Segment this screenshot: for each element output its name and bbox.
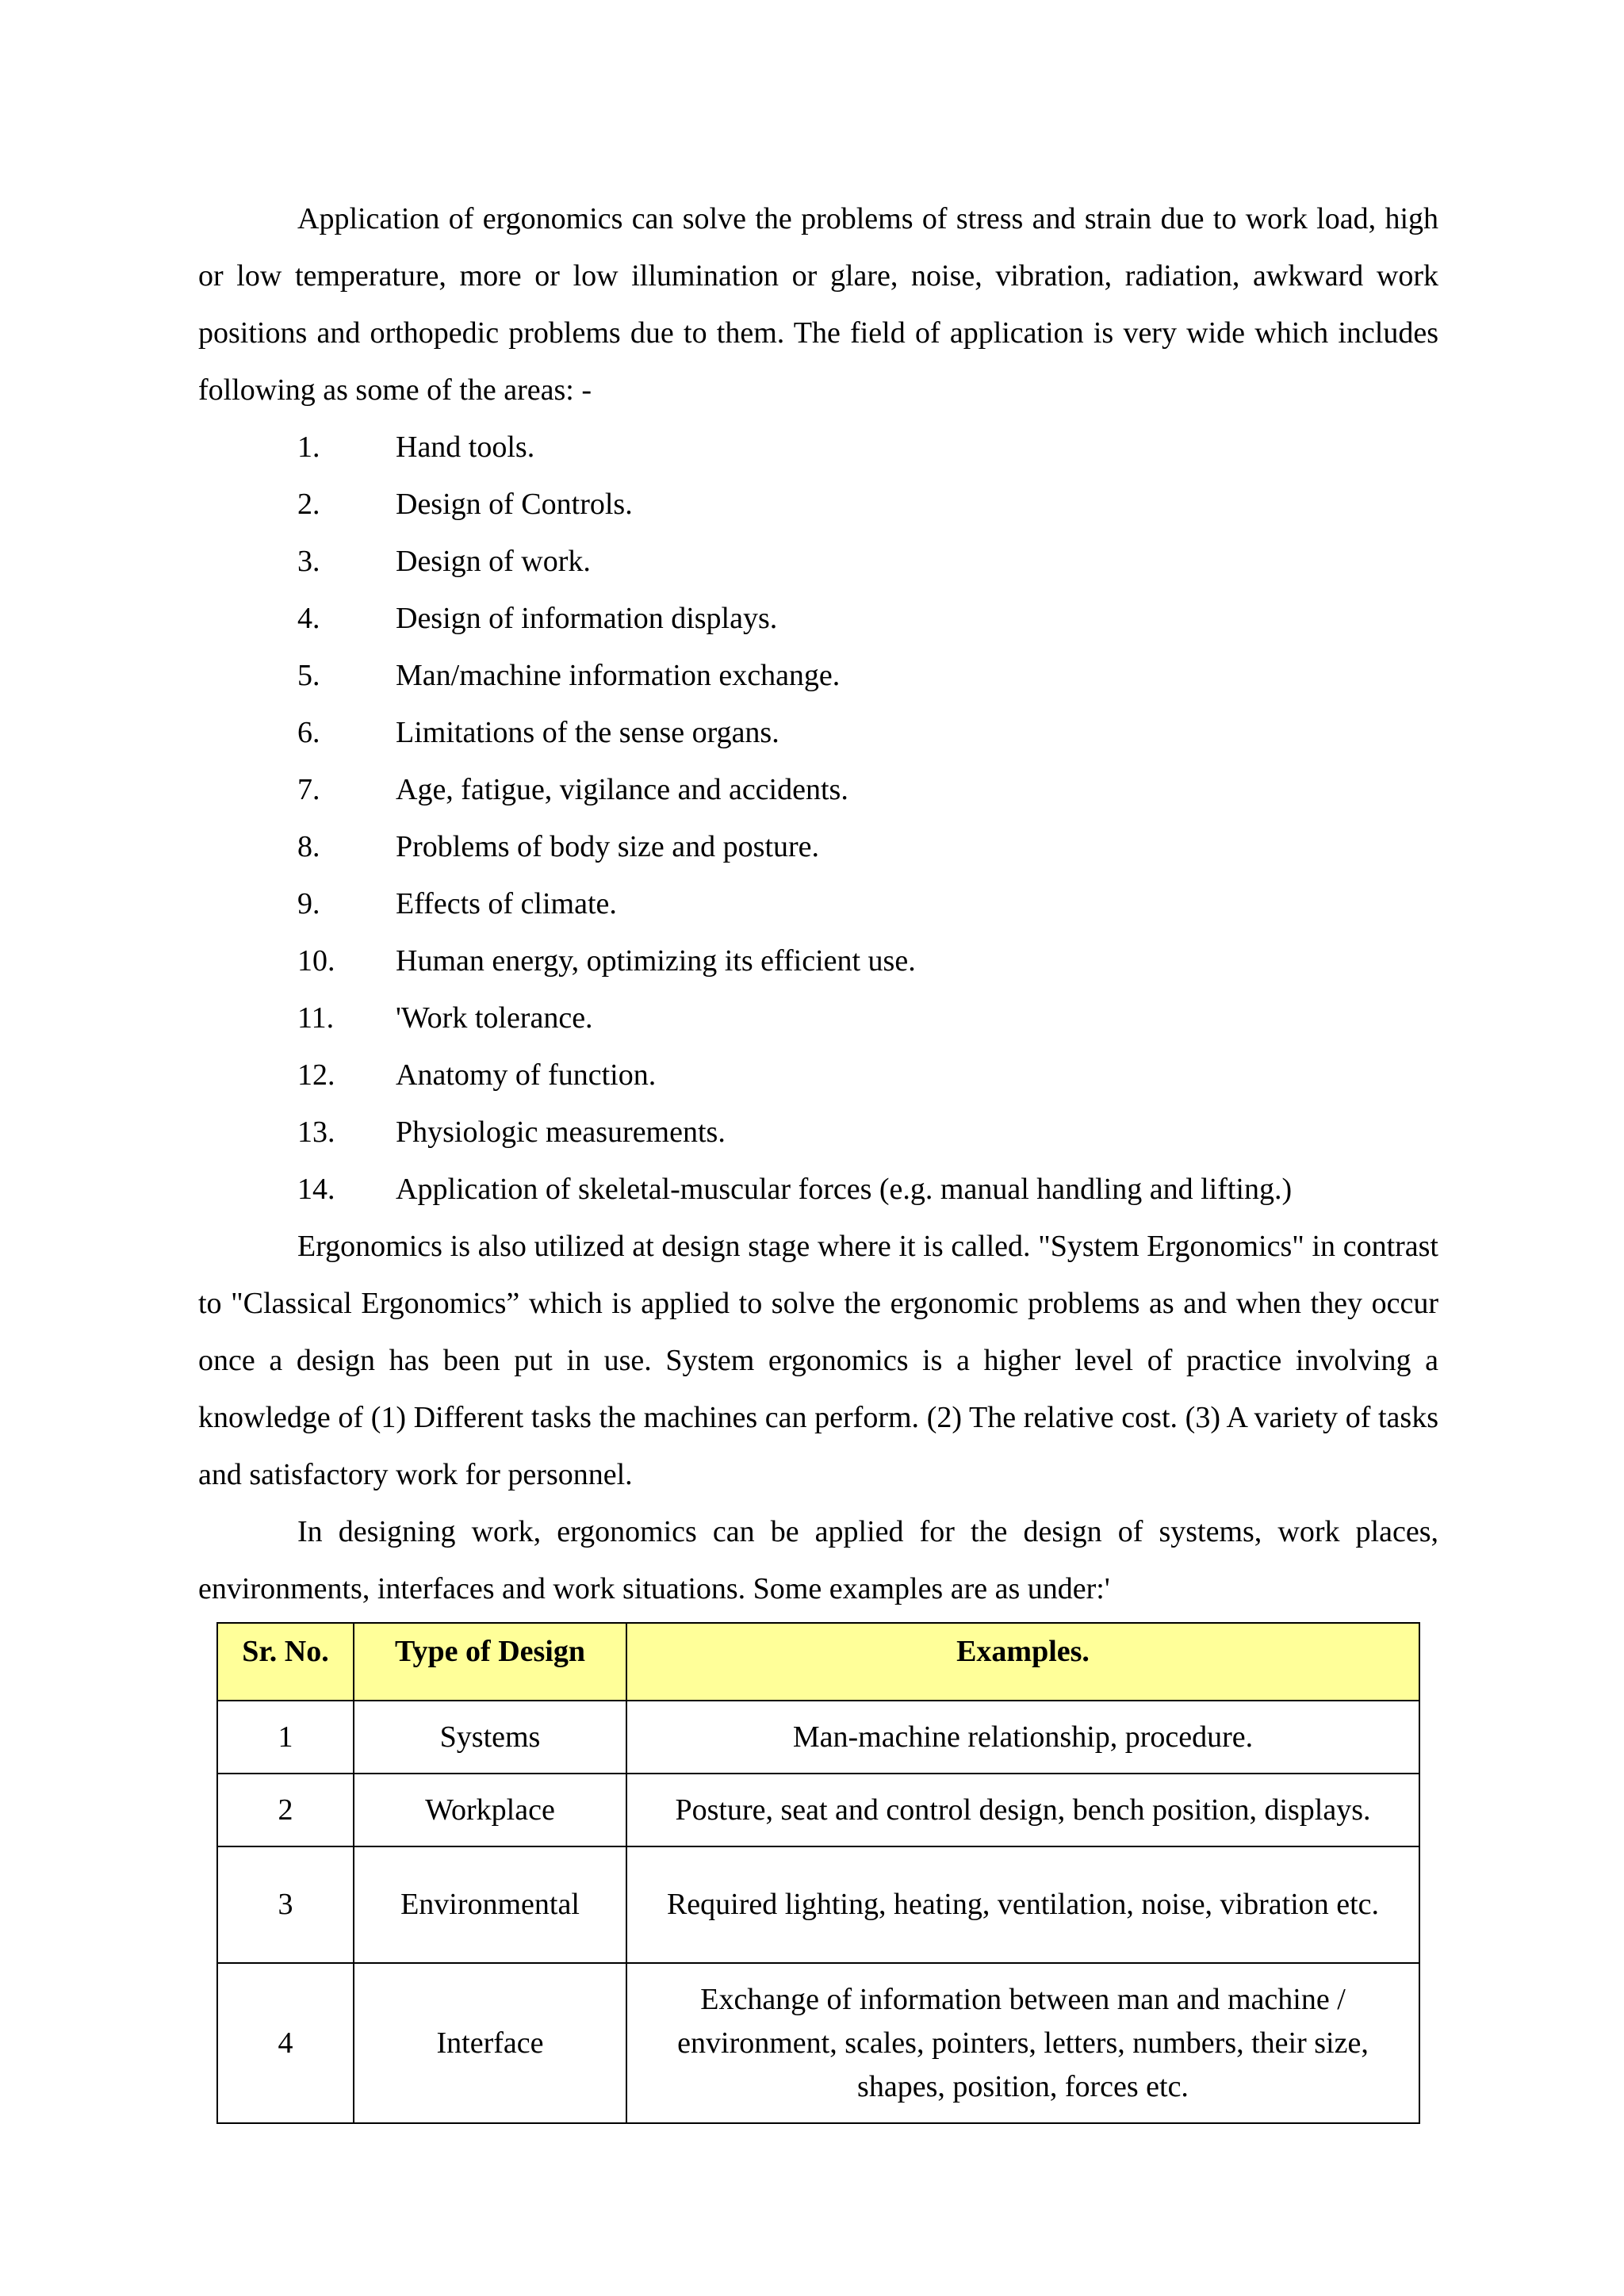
table-row (217, 1701, 1419, 1774)
cell-sr-no: 3 (217, 1846, 354, 1963)
cell-examples: Required lighting, heating, ventilation, noise, vibration etc. (626, 1846, 1419, 1963)
list-number: 1. (297, 430, 320, 464)
list-number: 11. (297, 1001, 335, 1035)
header-sr-no: Sr. No. (217, 1623, 354, 1701)
list-text: Design of work. (396, 545, 591, 578)
application-areas-list (198, 419, 1438, 1218)
list-item (198, 989, 1438, 1047)
list-item (198, 533, 1438, 590)
table-row (217, 1963, 1419, 2123)
cell-sr-no: 2 (217, 1774, 354, 1846)
list-number: 12. (297, 1058, 335, 1092)
list-number: 7. (297, 773, 320, 806)
list-number: 8. (297, 830, 320, 863)
cell-sr-no: 1 (217, 1701, 354, 1774)
table-header-row (217, 1623, 1419, 1701)
list-item (198, 761, 1438, 818)
list-number: 6. (297, 716, 320, 749)
list-item (198, 590, 1438, 647)
list-text: Design of Controls. (396, 488, 633, 521)
list-item (198, 875, 1438, 932)
list-number: 3. (297, 545, 320, 578)
cell-sr-no: 4 (217, 1963, 354, 2123)
list-number: 2. (297, 488, 320, 521)
cell-type: Environmental (354, 1846, 626, 1963)
list-text: Design of information displays. (396, 602, 778, 635)
list-number: 14. (297, 1173, 335, 1206)
list-item (198, 932, 1438, 989)
list-item (198, 704, 1438, 761)
list-text: Limitations of the sense organs. (396, 716, 779, 749)
list-text: Effects of climate. (396, 887, 617, 920)
list-text: 'Work tolerance. (396, 1001, 593, 1035)
list-item (198, 419, 1438, 476)
intro-paragraph: Application of ergonomics can solve the problems of stress and strain due to work load, high or low temperature, more or low illumination or glare, noise, vibration, radiation, awkward work positions and orthopedic problems due to them. The field of application is very wide which includes following as some of the areas: - (198, 202, 1438, 407)
list-text: Problems of body size and posture. (396, 830, 820, 863)
table-row (217, 1846, 1419, 1963)
table-row (217, 1774, 1419, 1846)
cell-examples: Man-machine relationship, procedure. (626, 1701, 1419, 1774)
system-ergonomics-paragraph: Ergonomics is also utilized at design stage where it is called. "System Ergonomics" in contrast to "Classical Ergonomics” which is applied to solve the ergonomic problems as and when they occur once a design has been put in use. System ergonomics is a higher level of practice involving a knowledge of (1) Different tasks the machines can perform. (2) The relative cost. (3) A variety of tasks and satisfactory work for personnel. (198, 1230, 1438, 1491)
designing-work-paragraph: In designing work, ergonomics can be applied for the design of systems, work places, environments, interfaces and work situations. Some examples are as under:' (198, 1515, 1438, 1605)
list-text: Anatomy of function. (396, 1058, 657, 1092)
list-text: Physiologic measurements. (396, 1115, 726, 1149)
list-number: 4. (297, 602, 320, 635)
list-item (198, 1047, 1438, 1104)
cell-examples: Exchange of information between man and machine / environment, scales, pointers, letters, numbers, their size, shapes, position, forces etc. (626, 1963, 1419, 2123)
cell-type: Systems (354, 1701, 626, 1774)
list-item (198, 818, 1438, 875)
list-number: 5. (297, 659, 320, 692)
list-text: Hand tools. (396, 430, 535, 464)
header-examples: Examples. (626, 1623, 1419, 1701)
list-number: 10. (297, 944, 335, 978)
list-text: Human energy, optimizing its efficient use. (396, 944, 916, 978)
list-text: Application of skeletal-muscular forces (e.g. manual handling and lifting.) (396, 1173, 1293, 1206)
cell-examples: Posture, seat and control design, bench position, displays. (626, 1774, 1419, 1846)
design-examples-table (216, 1622, 1420, 2124)
header-type-of-design: Type of Design (354, 1623, 626, 1701)
cell-type: Interface (354, 1963, 626, 2123)
list-item (198, 476, 1438, 533)
list-number: 9. (297, 887, 320, 920)
list-text: Man/machine information exchange. (396, 659, 841, 692)
list-item (198, 1161, 1438, 1218)
document-page (198, 190, 1438, 1617)
cell-type: Workplace (354, 1774, 626, 1846)
list-number: 13. (297, 1115, 335, 1149)
list-text: Age, fatigue, vigilance and accidents. (396, 773, 848, 806)
list-item (198, 1104, 1438, 1161)
list-item (198, 647, 1438, 704)
